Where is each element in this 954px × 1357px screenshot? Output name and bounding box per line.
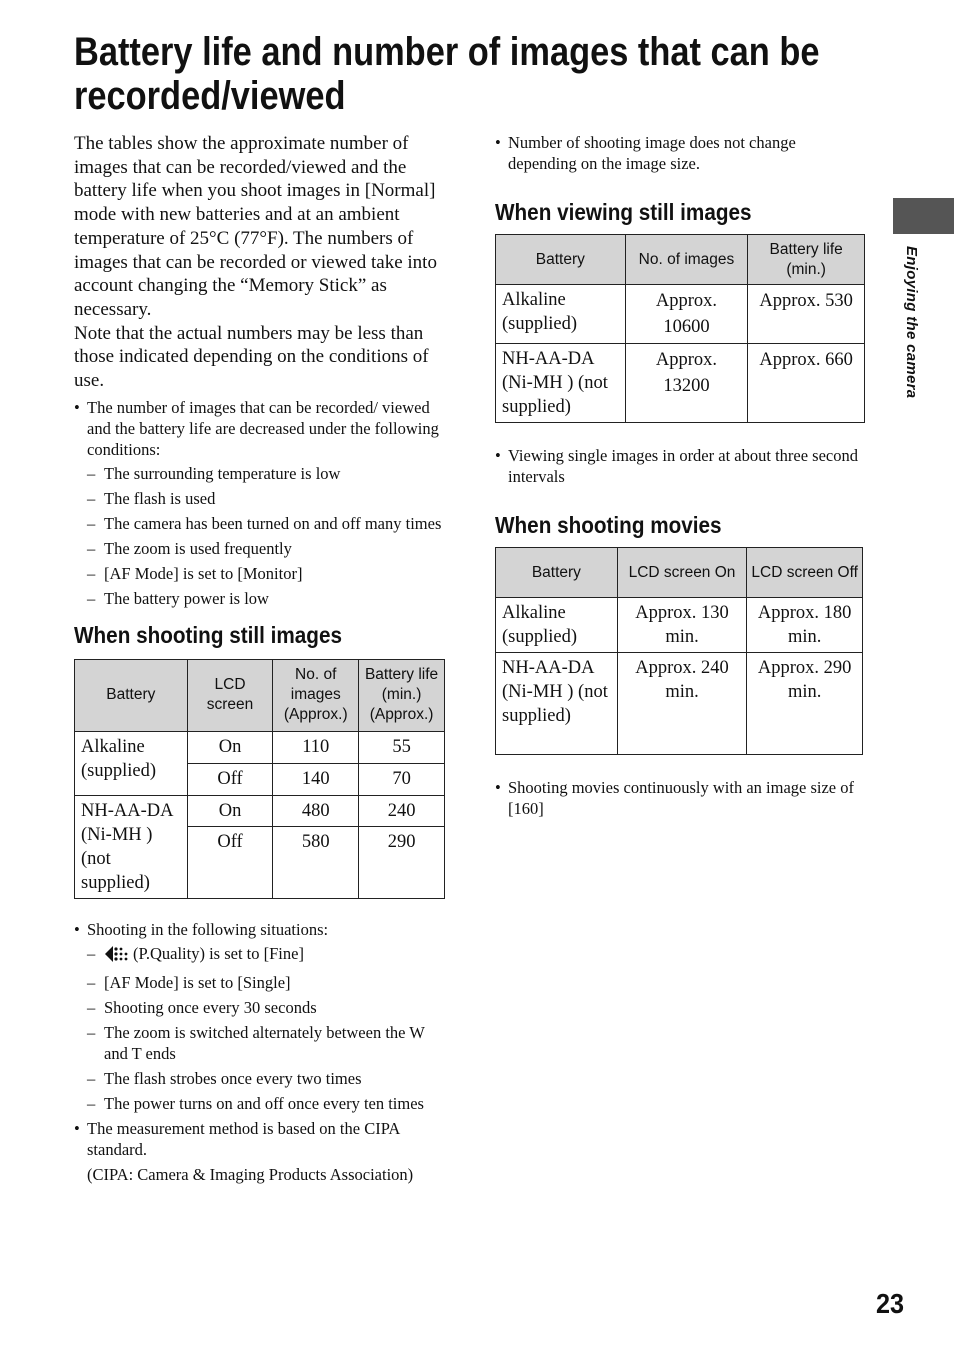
image-size-note-list (495, 132, 865, 174)
viewing-row-battery: NH-AA-DA (Ni-MH ) (not supplied) (496, 344, 626, 423)
p-quality-icon (104, 945, 130, 968)
still-shooting-heading: When shooting still images (74, 621, 342, 648)
still-row-images: 140 (273, 763, 359, 795)
page-number: 23 (876, 1288, 905, 1319)
viewing-table (495, 234, 865, 423)
viewing-row-images: Approx. 13200 (625, 344, 748, 423)
still-header-battery: Battery (75, 659, 188, 731)
movies-header-lcd-on: LCD screen On (617, 548, 747, 598)
still-row-lcd: On (187, 731, 273, 763)
viewing-row-life: Approx. 660 (748, 344, 865, 423)
shooting-situation-item: – The zoom is switched alternately between the W and T ends (87, 1022, 446, 1064)
still-row-life: 55 (359, 731, 445, 763)
condition-item: – The zoom is used frequently (87, 538, 446, 559)
condition-item: – The camera has been turned on and off many times (87, 513, 446, 534)
shooting-situation-item: – [AF Mode] is set to [Single] (87, 972, 446, 993)
condition-item: – The battery power is low (87, 588, 446, 609)
page-title (74, 30, 820, 118)
viewing-heading: When viewing still images (495, 199, 752, 225)
movies-table (495, 547, 863, 755)
left-column (74, 132, 446, 1185)
shooting-situation-text: (P.Quality) is set to [Fine] (133, 943, 304, 963)
viewing-header-battery: Battery (496, 235, 626, 285)
shooting-notes-bullet-text: Shooting in the following situations: (87, 919, 329, 939)
conditions-list (74, 397, 446, 609)
viewing-note: • Viewing single images in order at about three second intervals (495, 445, 865, 487)
conditions-bullet (74, 397, 446, 609)
shooting-situations-sublist (87, 943, 446, 1114)
page-title-line-2: recorded/viewed (74, 74, 346, 118)
still-shooting-table (74, 659, 445, 899)
movies-row-off: Approx. 290 min. (747, 653, 863, 755)
still-header-life: Battery life (min.) (Approx.) (359, 659, 445, 731)
cipa-bullet-text: The measurement method is based on the CIPA standard. (87, 1118, 400, 1159)
still-row-life: 70 (359, 763, 445, 795)
shooting-situation-item: – The flash strobes once every two times (87, 1068, 446, 1089)
section-side-label: Enjoying the camera (903, 246, 920, 399)
conditions-bullet-text: The number of images that can be recorded/ viewed and the battery life are decreased under the following conditions: (87, 397, 439, 459)
still-header-lcd: LCD screen (187, 659, 273, 731)
intro-paragraph: The tables show the approximate number of images that can be recorded/viewed and the battery life when you shoot images in [Normal] mode with new batteries and at an ambient temperature of 25°C (77°F). The numbers of images that can be recorded or viewed take into account changing the “Memory Stick” as necessary. (74, 133, 437, 320)
movies-row-on: Approx. 240 min. (617, 653, 747, 755)
still-row-lcd: On (187, 795, 273, 827)
movies-note-list (495, 777, 865, 819)
still-row-battery: Alkaline (supplied) (75, 731, 188, 795)
still-row-lcd: Off (187, 827, 273, 898)
condition-item: – [AF Mode] is set to [Monitor] (87, 563, 446, 584)
still-row-life: 290 (359, 827, 445, 898)
still-header-images: No. of images (Approx.) (273, 659, 359, 731)
shooting-situation-item (87, 943, 446, 968)
image-size-note: • Number of shooting image does not change depending on the image size. (495, 132, 865, 174)
condition-item: – The flash is used (87, 488, 446, 509)
movies-header-battery: Battery (496, 548, 618, 598)
shooting-notes-bullet (74, 919, 446, 1114)
viewing-header-life: Battery life (min.) (748, 235, 865, 285)
still-row-images: 480 (273, 795, 359, 827)
condition-item: – The surrounding temperature is low (87, 463, 446, 484)
intro-note: Note that the actual numbers may be less than those indicated depending on the conditions of use. (74, 322, 429, 392)
still-row-images: 580 (273, 827, 359, 898)
still-row-battery: NH-AA-DA (Ni-MH ) (not supplied) (75, 795, 188, 898)
movies-note: • Shooting movies continuously with an image size of [160] (495, 777, 865, 819)
movies-row-battery: Alkaline (supplied) (496, 598, 618, 653)
viewing-row-life: Approx. 530 (748, 285, 865, 344)
viewing-note-list (495, 445, 865, 487)
cipa-bullet (74, 1118, 446, 1185)
conditions-sublist (87, 463, 446, 609)
movies-heading: When shooting movies (495, 512, 722, 538)
shooting-situation-item: – The power turns on and off once every ten times (87, 1093, 446, 1114)
still-row-life: 240 (359, 795, 445, 827)
cipa-note: (CIPA: Camera & Imaging Products Association) (87, 1164, 414, 1184)
movies-row-on: Approx. 130 min. (617, 598, 747, 653)
viewing-row-images: Approx. 10600 (625, 285, 748, 344)
right-column (495, 132, 865, 819)
viewing-header-images: No. of images (625, 235, 748, 285)
shooting-notes-list (74, 919, 446, 1185)
movies-header-lcd-off: LCD screen Off (747, 548, 863, 598)
shooting-situation-item: – Shooting once every 30 seconds (87, 997, 446, 1018)
section-tab-marker (893, 198, 954, 234)
movies-row-off: Approx. 180 min. (747, 598, 863, 653)
still-row-lcd: Off (187, 763, 273, 795)
still-row-images: 110 (273, 731, 359, 763)
viewing-row-battery: Alkaline (supplied) (496, 285, 626, 344)
movies-row-battery: NH-AA-DA (Ni-MH ) (not supplied) (496, 653, 618, 755)
page-title-line-1: Battery life and number of images that can be (74, 30, 820, 74)
